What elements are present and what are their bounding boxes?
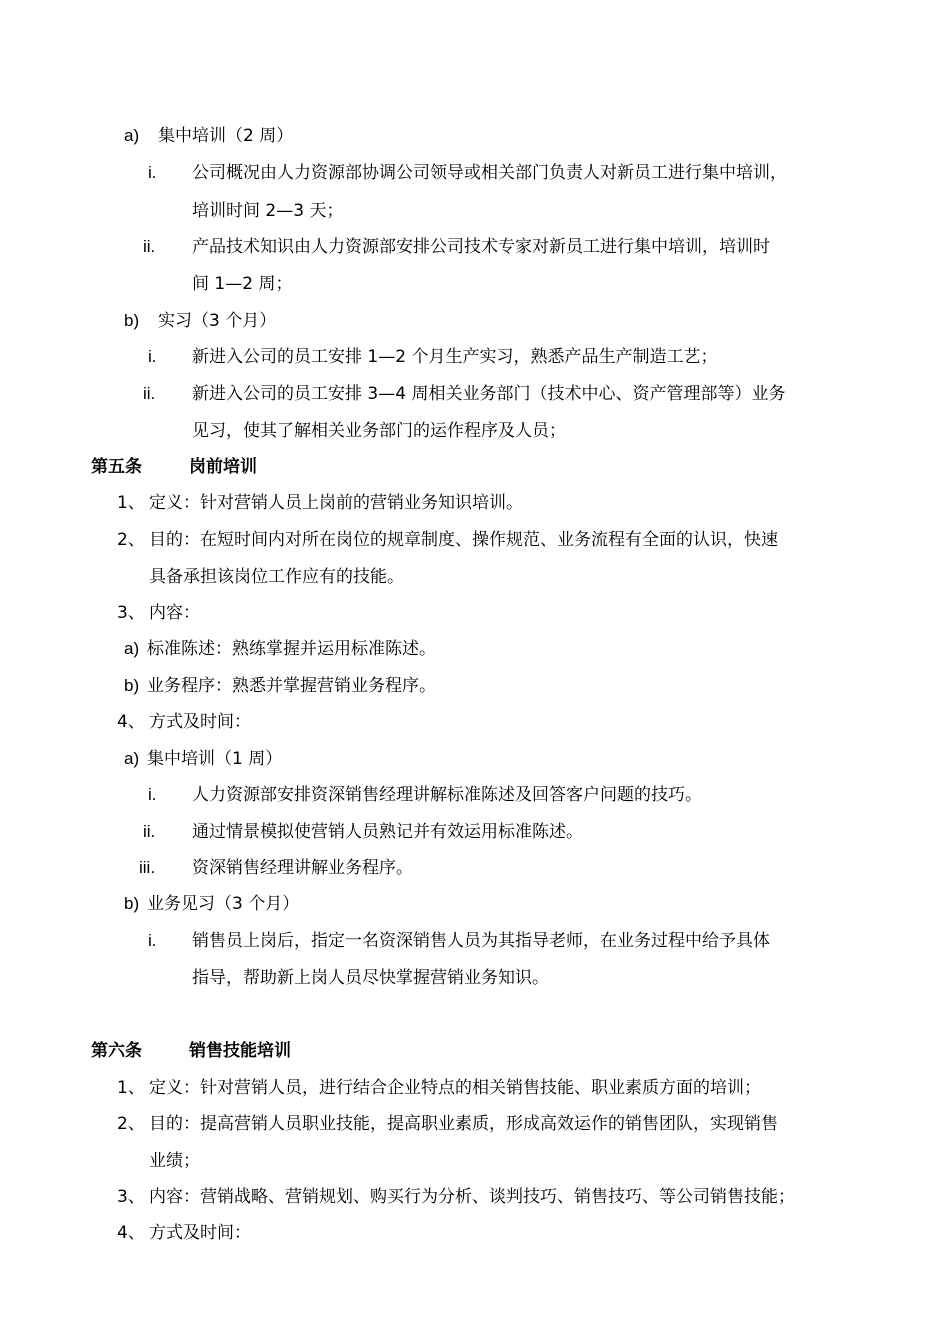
paragraph-number: 2、 bbox=[117, 530, 145, 550]
list-item-line: 人力资源部安排资深销售经理讲解标准陈述及回答客户问题的技巧。 bbox=[192, 785, 702, 805]
list-label: ii. bbox=[143, 237, 156, 256]
list-item-line: 培训时间 2—3 天； bbox=[192, 201, 344, 221]
list-item-line: 销售员上岗后，指定一名资深销售人员为其指导老师，在业务过程中给予具体 bbox=[192, 931, 770, 951]
paragraph-text: 内容：营销战略、营销规划、购买行为分析、谈判技巧、销售技巧、等公司销售技能； bbox=[149, 1187, 795, 1207]
article-number: 第五条 bbox=[91, 457, 142, 477]
paragraph-number: 4、 bbox=[117, 712, 145, 732]
article-title: 销售技能培训 bbox=[189, 1041, 291, 1061]
paragraph-text: 定义：针对营销人员，进行结合企业特点的相关销售技能、职业素质方面的培训； bbox=[149, 1078, 761, 1098]
list-item-line: 新进入公司的员工安排 3—4 周相关业务部门（技术中心、资产管理部等）业务 bbox=[192, 384, 786, 404]
list-label: a) bbox=[124, 126, 140, 145]
paragraph-text: 业绩； bbox=[149, 1151, 200, 1171]
list-item-text: 业务程序：熟悉并掌握营销业务程序。 bbox=[147, 676, 436, 696]
paragraph-number: 1、 bbox=[117, 493, 145, 513]
list-item-line: 公司概况由人力资源部协调公司领导或相关部门负责人对新员工进行集中培训， bbox=[192, 163, 787, 183]
list-label: i. bbox=[148, 785, 157, 804]
list-item-line: 指导，帮助新上岗人员尽快掌握营销业务知识。 bbox=[192, 968, 549, 988]
list-label: i. bbox=[148, 347, 157, 366]
paragraph-number: 3、 bbox=[117, 603, 145, 623]
list-label: ii. bbox=[143, 822, 156, 841]
list-label: iii. bbox=[139, 858, 156, 877]
paragraph-text: 定义：针对营销人员上岗前的营销业务知识培训。 bbox=[149, 493, 523, 513]
paragraph-number: 3、 bbox=[117, 1187, 145, 1207]
paragraph-text: 目的：提高营销人员职业技能，提高职业素质，形成高效运作的销售团队，实现销售 bbox=[149, 1114, 778, 1134]
paragraph-text: 方式及时间： bbox=[149, 712, 251, 732]
article-number: 第六条 bbox=[91, 1041, 142, 1061]
list-item-heading: 业务见习（3 个月） bbox=[147, 894, 300, 914]
paragraph-number: 4、 bbox=[117, 1223, 145, 1243]
article-title: 岗前培训 bbox=[189, 457, 257, 477]
paragraph-number: 1、 bbox=[117, 1078, 145, 1098]
list-label: b) bbox=[124, 676, 140, 695]
list-item-heading: 实习（3 个月） bbox=[158, 311, 277, 331]
list-item-line: 资深销售经理讲解业务程序。 bbox=[192, 858, 413, 878]
list-label: b) bbox=[124, 311, 140, 330]
list-item-text: 标准陈述：熟练掌握并运用标准陈述。 bbox=[147, 639, 436, 659]
list-label: a) bbox=[124, 639, 140, 658]
list-item-line: 产品技术知识由人力资源部安排公司技术专家对新员工进行集中培训，培训时 bbox=[192, 237, 770, 257]
list-label: i. bbox=[148, 931, 157, 950]
list-item-heading: 集中培训（2 周） bbox=[158, 126, 294, 146]
list-item-line: 新进入公司的员工安排 1—2 个月生产实习，熟悉产品生产制造工艺； bbox=[192, 347, 718, 367]
list-label: b) bbox=[124, 894, 140, 913]
list-label: a) bbox=[124, 749, 140, 768]
list-item-line: 通过情景模拟使营销人员熟记并有效运用标准陈述。 bbox=[192, 822, 583, 842]
list-item-line: 见习，使其了解相关业务部门的运作程序及人员； bbox=[192, 421, 566, 441]
list-label: i. bbox=[148, 163, 157, 182]
paragraph-text: 内容： bbox=[149, 603, 200, 623]
list-item-line: 间 1—2 周； bbox=[192, 274, 293, 294]
paragraph-text: 具备承担该岗位工作应有的技能。 bbox=[149, 567, 404, 587]
paragraph-number: 2、 bbox=[117, 1114, 145, 1134]
paragraph-text: 方式及时间： bbox=[149, 1223, 251, 1243]
list-item-heading: 集中培训（1 周） bbox=[147, 749, 283, 769]
list-label: ii. bbox=[143, 384, 156, 403]
paragraph-text: 目的：在短时间内对所在岗位的规章制度、操作规范、业务流程有全面的认识，快速 bbox=[149, 530, 778, 550]
